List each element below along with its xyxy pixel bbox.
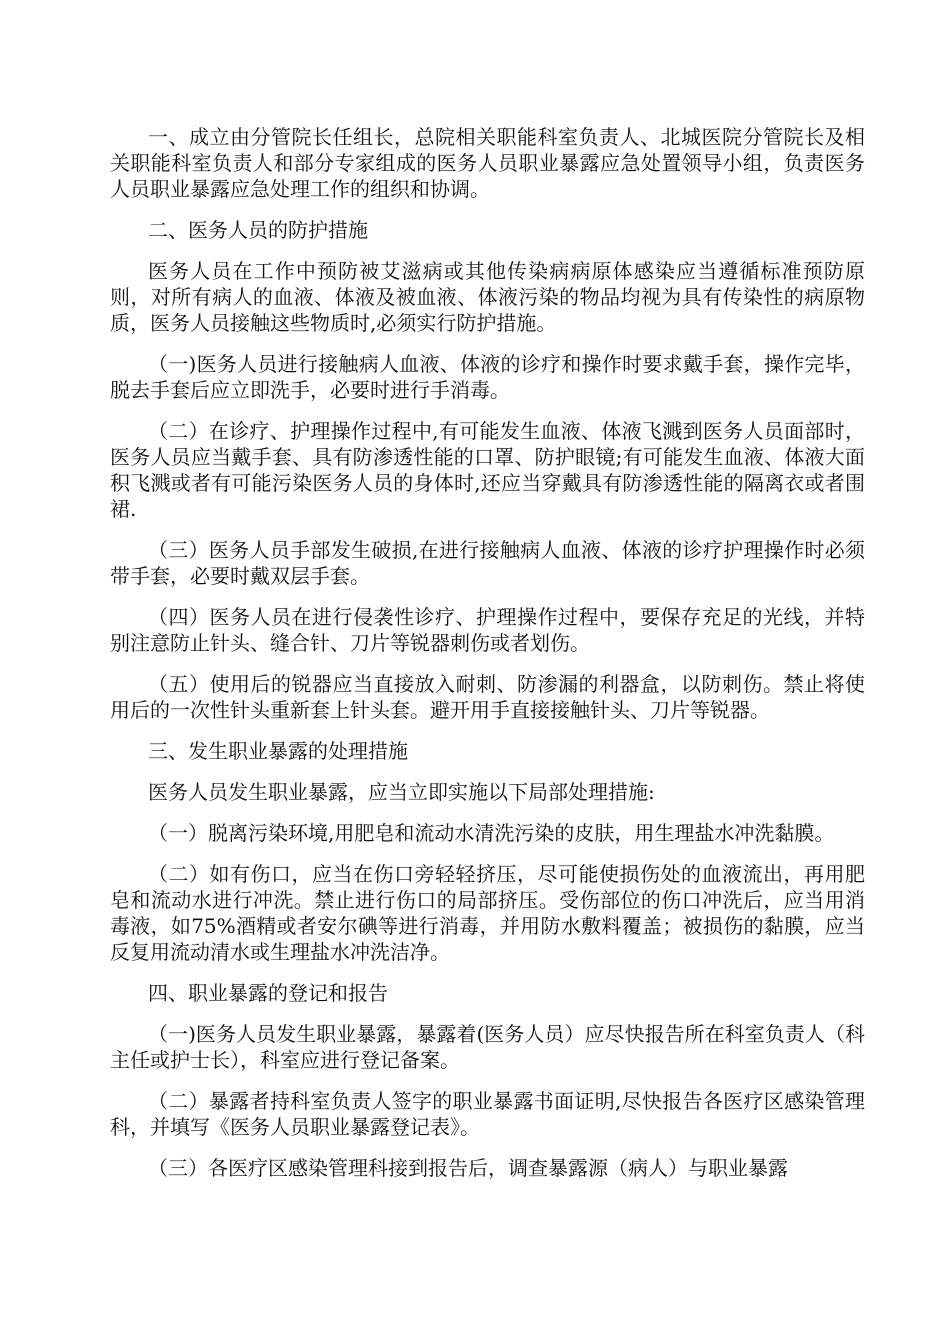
paragraph-protection-item-2: （二）在诊疗、护理操作过程中,有可能发生血液、体液飞溅到医务人员面部时，医务人员应当戴手套、具有防渗透性能的口罩、防护眼镜;有可能发生血液、体液大面积飞溅或者有可能污染医务人员的身体时,还应当穿戴具有防渗透性能的隔离衣或者围裙. — [110, 419, 865, 521]
paragraph-exposure-intro: 医务人员发生职业暴露，应当立即实施以下局部处理措施: — [148, 780, 655, 804]
paragraph-report-item-2: （二）暴露者持科室负责人签字的职业暴露书面证明,尽快报告各医疗区感染管理科，并填写《医务人员职业暴露登记表》。 — [110, 1089, 865, 1139]
paragraph-report-item-1: （一)医务人员发生职业暴露，暴露着(医务人员）应尽快报告所在科室负责人（科主任或护士长），科室应进行登记备案。 — [110, 1022, 865, 1072]
paragraph-protection-item-1: （一)医务人员进行接触病人血液、体液的诊疗和操作时要求戴手套，操作完毕，脱去手套后应立即洗手，必要时进行手消毒。 — [110, 352, 865, 402]
paragraph-report-item-3: （三）各医疗区感染管理科接到报告后，调查暴露源（病人）与职业暴露 — [148, 1156, 788, 1180]
paragraph-protection-item-3: （三）医务人员手部发生破损,在进行接触病人血液、体液的诊疗护理操作时必须带手套，必要时戴双层手套。 — [110, 538, 865, 588]
heading-exposure-handling: 三、发生职业暴露的处理措施 — [148, 739, 408, 763]
heading-protection-measures: 二、医务人员的防护措施 — [148, 218, 368, 242]
paragraph-protection-item-5: （五）使用后的锐器应当直接放入耐刺、防渗漏的利器盒，以防刺伤。禁止将使用后的一次性针头重新套上针头套。避开用手直接接触针头、刀片等锐器。 — [110, 672, 865, 722]
paragraph-handling-item-2: （二）如有伤口，应当在伤口旁轻轻挤压，尽可能使损伤处的血液流出，再用肥皂和流动水进行冲洗。禁止进行伤口的局部挤压。受伤部位的伤口冲洗后，应当用消毒液，如75%酒精或者安尔碘等进行消毒，并用防水敷料覆盖；被损伤的黏膜，应当反复用流动清水或生理盐水冲洗洁净。 — [110, 862, 865, 964]
paragraph-standard-precautions: 医务人员在工作中预防被艾滋病或其他传染病病原体感染应当遵循标准预防原则，对所有病人的血液、体液及被血液、体液污染的物品均视为具有传染性的病原物质，医务人员接触这些物质时,必须实行防护措施。 — [110, 259, 865, 335]
heading-registration-report: 四、职业暴露的登记和报告 — [148, 981, 388, 1005]
paragraph-leadership-group: 一、成立由分管院长任组长，总院相关职能科室负责人、北城医院分管院长及相关职能科室负责人和部分专家组成的医务人员职业暴露应急处置领导小组，负责医务人员职业暴露应急处理工作的组织和协调。 — [110, 125, 865, 201]
paragraph-handling-item-1: （一）脱离污染环境,用肥皂和流动水清洗污染的皮肤，用生理盐水冲洗黏膜。 — [148, 821, 835, 845]
document-body — [110, 124, 865, 1196]
paragraph-protection-item-4: （四）医务人员在进行侵袭性诊疗、护理操作过程中，要保存充足的光线，并特别注意防止针头、缝合针、刀片等锐器刺伤或者划伤。 — [110, 605, 865, 655]
